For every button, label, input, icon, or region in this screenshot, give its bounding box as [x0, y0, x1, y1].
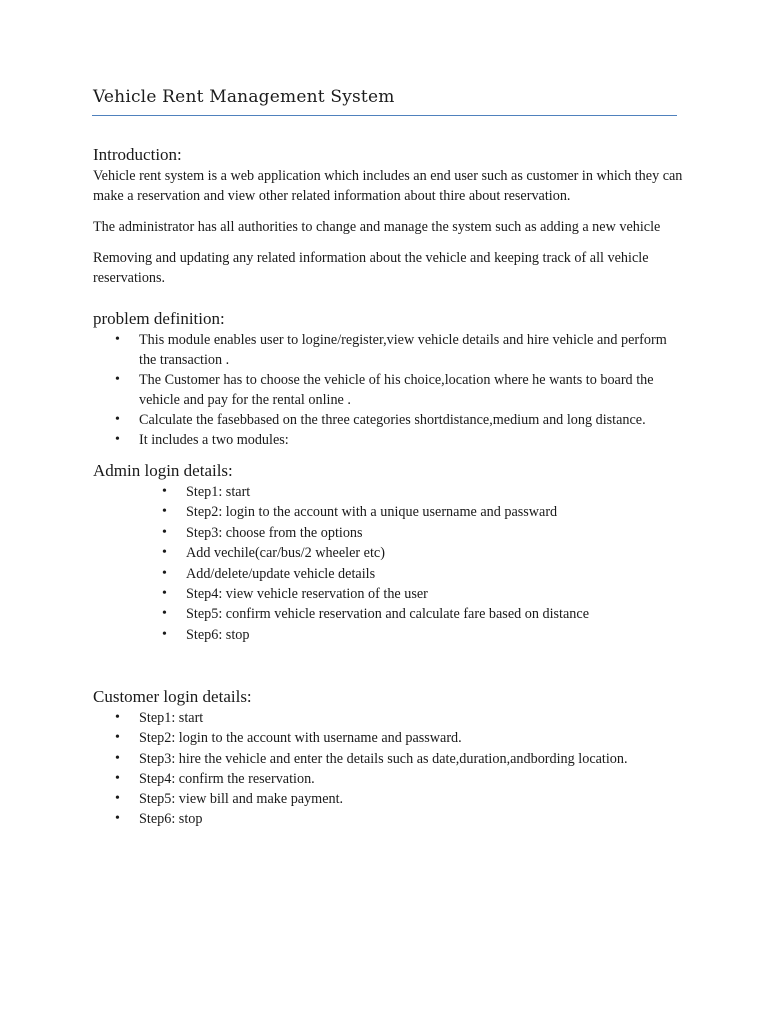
list-item: • Step2: login to the account with a unique username and passward [93, 502, 683, 522]
introduction-heading: Introduction: [93, 145, 182, 164]
list-item: • Step3: choose from the options [93, 523, 683, 543]
document-body [93, 144, 683, 829]
list-item: • Step1: start [93, 708, 683, 728]
list-item: • Step5: view bill and make payment. [93, 789, 683, 809]
introduction-section [93, 144, 683, 288]
list-item: • Step3: hire the vehicle and enter the details such as date,duration,andbording location. [93, 749, 683, 769]
admin-login-heading: Admin login details: [93, 461, 233, 480]
problem-definition-list [93, 330, 683, 450]
admin-login-list [93, 482, 683, 645]
list-item: • Calculate the fasebbased on the three categories shortdistance,medium and long distance. [93, 410, 683, 430]
admin-login-section [93, 460, 683, 645]
list-item: • The Customer has to choose the vehicle of his choice,location where he wants to board the vehicle and pay for the rental online . [93, 370, 683, 410]
list-item: • Step6: stop [93, 625, 683, 645]
introduction-paragraph-3: Removing and updating any related information about the vehicle and keeping track of all vehicle reservations. [93, 250, 649, 286]
introduction-paragraph-2: The administrator has all authorities to change and manage the system such as adding a new vehicle [93, 219, 661, 235]
customer-login-section [93, 686, 683, 829]
customer-login-list [93, 708, 683, 829]
list-item: • Step1: start [93, 482, 683, 502]
list-item: • Step2: login to the account with username and passward. [93, 728, 683, 748]
customer-login-heading: Customer login details: [93, 687, 252, 707]
list-item: • Add/delete/update vehicle details [93, 564, 683, 584]
list-item: • Add vechile(car/bus/2 wheeler etc) [93, 543, 683, 563]
problem-definition-section [93, 308, 683, 450]
list-item: • Step5: confirm vehicle reservation and calculate fare based on distance [93, 604, 683, 624]
list-item: • Step6: stop [93, 809, 683, 829]
list-item: • It includes a two modules: [93, 430, 683, 450]
problem-definition-heading: problem definition: [93, 309, 225, 328]
list-item: • Step4: confirm the reservation. [93, 769, 683, 789]
document-title: Vehicle Rent Management System [93, 87, 395, 107]
list-item: • Step4: view vehicle reservation of the user [93, 584, 683, 604]
title-underline [92, 115, 677, 116]
introduction-paragraph-1: Vehicle rent system is a web application which includes an end user such as customer in which they can make a reservation and view other related information about thire about reservation. [93, 168, 683, 204]
list-item: • This module enables user to logine/register,view vehicle details and hire vehicle and perform the transaction . [93, 330, 683, 370]
